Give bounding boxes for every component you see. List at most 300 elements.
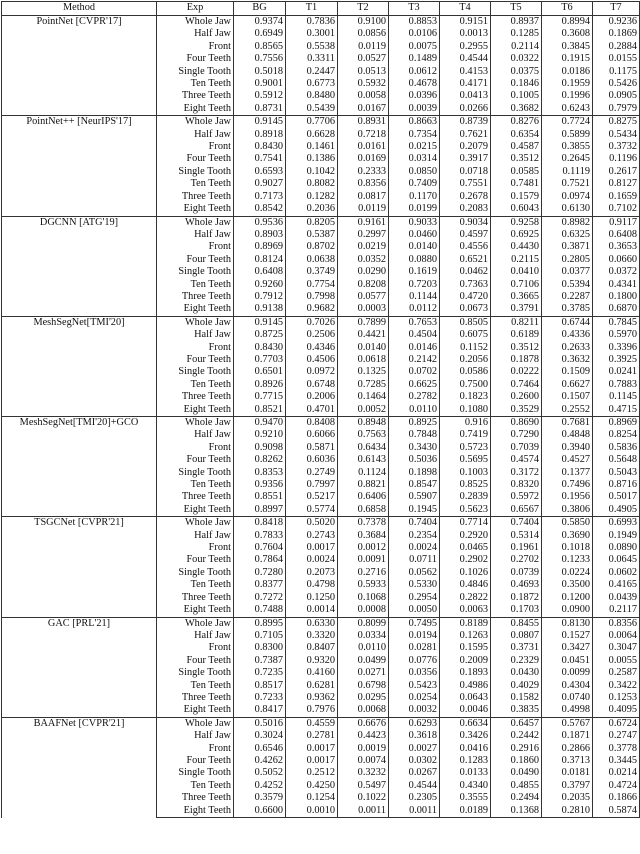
exp-cell: Half Jaw	[157, 429, 234, 441]
value-cell: 0.9470	[234, 417, 286, 430]
value-cell: 0.0602	[593, 567, 640, 579]
value-cell: 0.7714	[440, 517, 491, 530]
value-cell: 0.7404	[389, 517, 440, 530]
value-cell: 0.0046	[440, 704, 491, 717]
value-cell: 0.0008	[338, 604, 389, 617]
value-cell: 0.2866	[542, 743, 593, 755]
value-cell: 0.6075	[440, 329, 491, 341]
value-cell: 0.9117	[593, 216, 640, 229]
value-cell: 0.7724	[542, 116, 593, 129]
value-cell: 0.5314	[491, 530, 542, 542]
value-cell: 0.6870	[593, 303, 640, 316]
value-cell: 0.1068	[338, 592, 389, 604]
value-cell: 0.5018	[234, 66, 286, 78]
exp-cell: Ten Teeth	[157, 780, 234, 792]
exp-cell: Whole Jaw	[157, 216, 234, 229]
header-row	[2, 2, 640, 16]
value-cell: 0.9145	[234, 316, 286, 329]
value-cell: 0.1893	[440, 667, 491, 679]
value-cell: 0.5932	[338, 78, 389, 90]
value-cell: 0.916	[440, 417, 491, 430]
value-cell: 0.1119	[542, 166, 593, 178]
value-cell: 0.4905	[593, 504, 640, 517]
exp-cell: Front	[157, 743, 234, 755]
table-row	[2, 417, 640, 430]
header-t4: T4	[440, 2, 491, 16]
value-cell: 0.7556	[234, 53, 286, 65]
value-cell: 0.8690	[491, 417, 542, 430]
exp-cell: Half Jaw	[157, 530, 234, 542]
value-cell: 0.4165	[593, 579, 640, 591]
value-cell: 0.6925	[491, 229, 542, 241]
value-cell: 0.2114	[491, 41, 542, 53]
value-cell: 0.2916	[491, 743, 542, 755]
value-cell: 0.0267	[389, 767, 440, 779]
method-cell: MeshSegNet[TMI'20]+GCO	[2, 417, 157, 517]
value-cell: 0.0739	[491, 567, 542, 579]
exp-cell: Front	[157, 342, 234, 354]
value-cell: 0.8995	[234, 617, 286, 630]
value-cell: 0.9145	[234, 116, 286, 129]
exp-cell: Eight Teeth	[157, 303, 234, 316]
value-cell: 0.7039	[491, 442, 542, 454]
value-cell: 0.7496	[542, 479, 593, 491]
value-cell: 0.1871	[542, 730, 593, 742]
value-cell: 0.7363	[440, 279, 491, 291]
value-cell: 0.5767	[542, 717, 593, 730]
value-cell: 0.7754	[286, 279, 338, 291]
value-cell: 0.3001	[286, 28, 338, 40]
value-cell: 0.0334	[338, 630, 389, 642]
exp-cell: Three Teeth	[157, 191, 234, 203]
table-body	[2, 16, 640, 818]
value-cell: 0.0462	[440, 266, 491, 278]
header-t1: T1	[286, 2, 338, 16]
value-cell: 0.4846	[440, 579, 491, 591]
value-cell: 0.6521	[440, 254, 491, 266]
table-row	[2, 216, 640, 229]
value-cell: 0.3512	[491, 153, 542, 165]
value-cell: 0.8918	[234, 129, 286, 141]
value-cell: 0.5850	[542, 517, 593, 530]
value-cell: 0.8262	[234, 454, 286, 466]
value-cell: 0.4724	[593, 780, 640, 792]
value-cell: 0.9161	[338, 216, 389, 229]
value-cell: 0.2083	[440, 203, 491, 216]
table-row	[2, 717, 640, 730]
value-cell: 0.8948	[338, 417, 389, 430]
value-cell: 0.2805	[542, 254, 593, 266]
value-cell: 0.1464	[338, 391, 389, 403]
value-cell: 0.2056	[440, 354, 491, 366]
value-cell: 0.7998	[286, 291, 338, 303]
value-cell: 0.1846	[491, 78, 542, 90]
exp-cell: Whole Jaw	[157, 16, 234, 29]
value-cell: 0.1003	[440, 467, 491, 479]
value-cell: 0.8521	[234, 404, 286, 417]
value-cell: 0.4250	[286, 780, 338, 792]
value-cell: 0.2447	[286, 66, 338, 78]
value-cell: 0.5648	[593, 454, 640, 466]
value-cell: 0.9033	[389, 216, 440, 229]
header-method: Method	[2, 2, 157, 16]
value-cell: 0.3925	[593, 354, 640, 366]
value-cell: 0.0451	[542, 655, 593, 667]
value-cell: 0.4262	[234, 755, 286, 767]
value-cell: 0.6189	[491, 329, 542, 341]
value-cell: 0.7845	[593, 316, 640, 329]
value-cell: 0.6501	[234, 366, 286, 378]
value-cell: 0.5497	[338, 780, 389, 792]
exp-cell: Half Jaw	[157, 329, 234, 341]
value-cell: 0.2702	[491, 554, 542, 566]
value-cell: 0.7235	[234, 667, 286, 679]
exp-cell: Four Teeth	[157, 254, 234, 266]
value-cell: 0.1961	[491, 542, 542, 554]
value-cell: 0.1872	[491, 592, 542, 604]
value-cell: 0.6627	[542, 379, 593, 391]
value-cell: 0.1152	[440, 342, 491, 354]
value-cell: 0.8505	[440, 316, 491, 329]
value-cell: 0.1233	[542, 554, 593, 566]
value-cell: 0.8663	[389, 116, 440, 129]
value-cell: 0.3422	[593, 680, 640, 692]
value-cell: 0.7495	[389, 617, 440, 630]
value-cell: 0.4430	[491, 241, 542, 253]
method-cell: PointNet [CVPR'17]	[2, 16, 157, 116]
value-cell: 0.7026	[286, 316, 338, 329]
value-cell: 0.0050	[389, 604, 440, 617]
exp-cell: Three Teeth	[157, 692, 234, 704]
value-cell: 0.4423	[338, 730, 389, 742]
value-cell: 0.8821	[338, 479, 389, 491]
value-cell: 0.1582	[491, 692, 542, 704]
value-cell: 0.5874	[593, 805, 640, 818]
exp-cell: Four Teeth	[157, 655, 234, 667]
value-cell: 0.5439	[286, 103, 338, 116]
value-cell: 0.7409	[389, 178, 440, 190]
value-cell: 0.9536	[234, 216, 286, 229]
value-cell: 0.4304	[542, 680, 593, 692]
value-cell: 0.7218	[338, 129, 389, 141]
exp-cell: Single Tooth	[157, 266, 234, 278]
value-cell: 0.1619	[389, 266, 440, 278]
value-cell: 0.7833	[234, 530, 286, 542]
value-cell: 0.8925	[389, 417, 440, 430]
value-cell: 0.7836	[286, 16, 338, 29]
value-cell: 0.3445	[593, 755, 640, 767]
value-cell: 0.7541	[234, 153, 286, 165]
value-cell: 0.4559	[286, 717, 338, 730]
value-cell: 0.6676	[338, 717, 389, 730]
exp-cell: Half Jaw	[157, 730, 234, 742]
value-cell: 0.2115	[491, 254, 542, 266]
value-cell: 0.5043	[593, 467, 640, 479]
value-cell: 0.0119	[338, 41, 389, 53]
value-cell: 0.0063	[440, 604, 491, 617]
value-cell: 0.1800	[593, 291, 640, 303]
value-cell: 0.6744	[542, 316, 593, 329]
table-row	[2, 116, 640, 129]
value-cell: 0.5912	[234, 90, 286, 102]
value-cell: 0.0199	[389, 203, 440, 216]
value-cell: 0.1915	[542, 53, 593, 65]
exp-cell: Ten Teeth	[157, 579, 234, 591]
value-cell: 0.2617	[593, 166, 640, 178]
value-cell: 0.3855	[542, 141, 593, 153]
value-cell: 0.0430	[491, 667, 542, 679]
exp-cell: Three Teeth	[157, 291, 234, 303]
value-cell: 0.0577	[338, 291, 389, 303]
value-cell: 0.0017	[286, 755, 338, 767]
value-cell: 0.1509	[542, 366, 593, 378]
value-cell: 0.3835	[491, 704, 542, 717]
value-cell: 0.3232	[338, 767, 389, 779]
value-cell: 0.0352	[338, 254, 389, 266]
value-cell: 0.0024	[389, 542, 440, 554]
value-cell: 0.0807	[491, 630, 542, 642]
value-cell: 0.8480	[286, 90, 338, 102]
value-cell: 0.1283	[440, 755, 491, 767]
value-cell: 0.0032	[389, 704, 440, 717]
value-cell: 0.8739	[440, 116, 491, 129]
exp-cell: Single Tooth	[157, 66, 234, 78]
value-cell: 0.4556	[440, 241, 491, 253]
value-cell: 0.1250	[286, 592, 338, 604]
value-cell: 0.7106	[491, 279, 542, 291]
value-cell: 0.9098	[234, 442, 286, 454]
value-cell: 0.0219	[338, 241, 389, 253]
value-cell: 0.2902	[440, 554, 491, 566]
value-cell: 0.6625	[389, 379, 440, 391]
value-cell: 0.7864	[234, 554, 286, 566]
value-cell: 0.0214	[593, 767, 640, 779]
value-cell: 0.7481	[491, 178, 542, 190]
value-cell: 0.8994	[542, 16, 593, 29]
value-cell: 0.6457	[491, 717, 542, 730]
value-cell: 0.7285	[338, 379, 389, 391]
value-cell: 0.1200	[542, 592, 593, 604]
value-cell: 0.3555	[440, 792, 491, 804]
value-cell: 0.4336	[542, 329, 593, 341]
value-cell: 0.8356	[338, 178, 389, 190]
value-cell: 0.0074	[338, 755, 389, 767]
value-cell: 0.9236	[593, 16, 640, 29]
value-cell: 0.0215	[389, 141, 440, 153]
value-cell: 0.2552	[542, 404, 593, 417]
value-cell: 0.0660	[593, 254, 640, 266]
value-cell: 0.1022	[338, 792, 389, 804]
value-cell: 0.8547	[389, 479, 440, 491]
value-cell: 0.5426	[593, 78, 640, 90]
value-cell: 0.8517	[234, 680, 286, 692]
exp-cell: Single Tooth	[157, 767, 234, 779]
value-cell: 0.4720	[440, 291, 491, 303]
value-cell: 0.4998	[542, 704, 593, 717]
exp-cell: Front	[157, 141, 234, 153]
value-cell: 0.0075	[389, 41, 440, 53]
value-cell: 0.0702	[389, 366, 440, 378]
value-cell: 0.6993	[593, 517, 640, 530]
value-cell: 0.3311	[286, 53, 338, 65]
value-cell: 0.1386	[286, 153, 338, 165]
value-cell: 0.0356	[389, 667, 440, 679]
value-cell: 0.6593	[234, 166, 286, 178]
value-cell: 0.6748	[286, 379, 338, 391]
value-cell: 0.3500	[542, 579, 593, 591]
value-cell: 0.0064	[593, 630, 640, 642]
value-cell: 0.5871	[286, 442, 338, 454]
exp-cell: Front	[157, 241, 234, 253]
value-cell: 0.4693	[491, 579, 542, 591]
value-cell: 0.0112	[389, 303, 440, 316]
value-cell: 0.0055	[593, 655, 640, 667]
value-cell: 0.2920	[440, 530, 491, 542]
value-cell: 0.7464	[491, 379, 542, 391]
value-cell: 0.1527	[542, 630, 593, 642]
exp-cell: Four Teeth	[157, 354, 234, 366]
value-cell: 0.3426	[440, 730, 491, 742]
value-cell: 0.1144	[389, 291, 440, 303]
value-cell: 0.3797	[542, 780, 593, 792]
value-cell: 0.0776	[389, 655, 440, 667]
value-cell: 0.0718	[440, 166, 491, 178]
value-cell: 0.6858	[338, 504, 389, 517]
value-cell: 0.7848	[389, 429, 440, 441]
value-cell: 0.1170	[389, 191, 440, 203]
value-cell: 0.8320	[491, 479, 542, 491]
value-cell: 0.3618	[389, 730, 440, 742]
value-cell: 0.0189	[440, 805, 491, 818]
value-cell: 0.8275	[593, 116, 640, 129]
value-cell: 0.7883	[593, 379, 640, 391]
value-cell: 0.0295	[338, 692, 389, 704]
value-cell: 0.6330	[286, 617, 338, 630]
value-cell: 0.8353	[234, 467, 286, 479]
value-cell: 0.2749	[286, 467, 338, 479]
value-cell: 0.4855	[491, 780, 542, 792]
exp-cell: Single Tooth	[157, 567, 234, 579]
value-cell: 0.0460	[389, 229, 440, 241]
value-cell: 0.0890	[593, 542, 640, 554]
value-cell: 0.5538	[286, 41, 338, 53]
value-cell: 0.6408	[593, 229, 640, 241]
value-cell: 0.2333	[338, 166, 389, 178]
value-cell: 0.5016	[234, 717, 286, 730]
value-cell: 0.8969	[593, 417, 640, 430]
value-cell: 0.2494	[491, 792, 542, 804]
value-cell: 0.0140	[389, 241, 440, 253]
value-cell: 0.0396	[389, 90, 440, 102]
value-cell: 0.5907	[389, 491, 440, 503]
value-cell: 0.1005	[491, 90, 542, 102]
exp-cell: Eight Teeth	[157, 805, 234, 818]
value-cell: 0.2678	[440, 191, 491, 203]
value-cell: 0.4527	[542, 454, 593, 466]
value-cell: 0.0880	[389, 254, 440, 266]
value-cell: 0.7621	[440, 129, 491, 141]
header-t3: T3	[389, 2, 440, 16]
exp-cell: Whole Jaw	[157, 316, 234, 329]
value-cell: 0.8377	[234, 579, 286, 591]
value-cell: 0.4340	[440, 780, 491, 792]
exp-cell: Eight Teeth	[157, 203, 234, 216]
value-cell: 0.7715	[234, 391, 286, 403]
value-cell: 0.6143	[338, 454, 389, 466]
value-cell: 0.0439	[593, 592, 640, 604]
value-cell: 0.0167	[338, 103, 389, 116]
value-cell: 0.1325	[338, 366, 389, 378]
value-cell: 0.2117	[593, 604, 640, 617]
method-cell: PointNet++ [NeurIPS'17]	[2, 116, 157, 216]
value-cell: 0.8525	[440, 479, 491, 491]
value-cell: 0.8276	[491, 116, 542, 129]
value-cell: 0.6325	[542, 229, 593, 241]
value-cell: 0.0612	[389, 66, 440, 78]
table-row	[2, 16, 640, 29]
value-cell: 0.3047	[593, 642, 640, 654]
value-cell: 0.7203	[389, 279, 440, 291]
value-cell: 0.0052	[338, 404, 389, 417]
exp-cell: Front	[157, 642, 234, 654]
value-cell: 0.9210	[234, 429, 286, 441]
header-exp: Exp	[157, 2, 234, 16]
value-cell: 0.0241	[593, 366, 640, 378]
value-cell: 0.3427	[542, 642, 593, 654]
value-cell: 0.1878	[491, 354, 542, 366]
value-cell: 0.8189	[440, 617, 491, 630]
value-cell: 0.6243	[542, 103, 593, 116]
exp-cell: Four Teeth	[157, 554, 234, 566]
value-cell: 0.7488	[234, 604, 286, 617]
value-cell: 0.1703	[491, 604, 542, 617]
value-cell: 0.2036	[286, 203, 338, 216]
value-cell: 0.1507	[542, 391, 593, 403]
value-cell: 0.0645	[593, 554, 640, 566]
exp-cell: Three Teeth	[157, 491, 234, 503]
value-cell: 0.5394	[542, 279, 593, 291]
exp-cell: Whole Jaw	[157, 717, 234, 730]
value-cell: 0.4341	[593, 279, 640, 291]
value-cell: 0.7551	[440, 178, 491, 190]
value-cell: 0.1996	[542, 90, 593, 102]
value-cell: 0.0222	[491, 366, 542, 378]
value-cell: 0.6949	[234, 28, 286, 40]
value-cell: 0.0585	[491, 166, 542, 178]
exp-cell: Ten Teeth	[157, 78, 234, 90]
value-cell: 0.0014	[286, 604, 338, 617]
method-cell: DGCNN [ATG'19]	[2, 216, 157, 316]
exp-cell: Single Tooth	[157, 467, 234, 479]
exp-cell: Ten Teeth	[157, 379, 234, 391]
exp-cell: Half Jaw	[157, 229, 234, 241]
value-cell: 0.7387	[234, 655, 286, 667]
value-cell: 0.6408	[234, 266, 286, 278]
value-cell: 0.7280	[234, 567, 286, 579]
value-cell: 0.6600	[234, 805, 286, 818]
value-cell: 0.1489	[389, 53, 440, 65]
value-cell: 0.2079	[440, 141, 491, 153]
value-cell: 0.4798	[286, 579, 338, 591]
value-cell: 0.8931	[338, 116, 389, 129]
value-cell: 0.0011	[338, 805, 389, 818]
value-cell: 0.2810	[542, 805, 593, 818]
value-cell: 0.6724	[593, 717, 640, 730]
value-cell: 0.6281	[286, 680, 338, 692]
value-cell: 0.5330	[389, 579, 440, 591]
exp-cell: Eight Teeth	[157, 404, 234, 417]
value-cell: 0.4171	[440, 78, 491, 90]
